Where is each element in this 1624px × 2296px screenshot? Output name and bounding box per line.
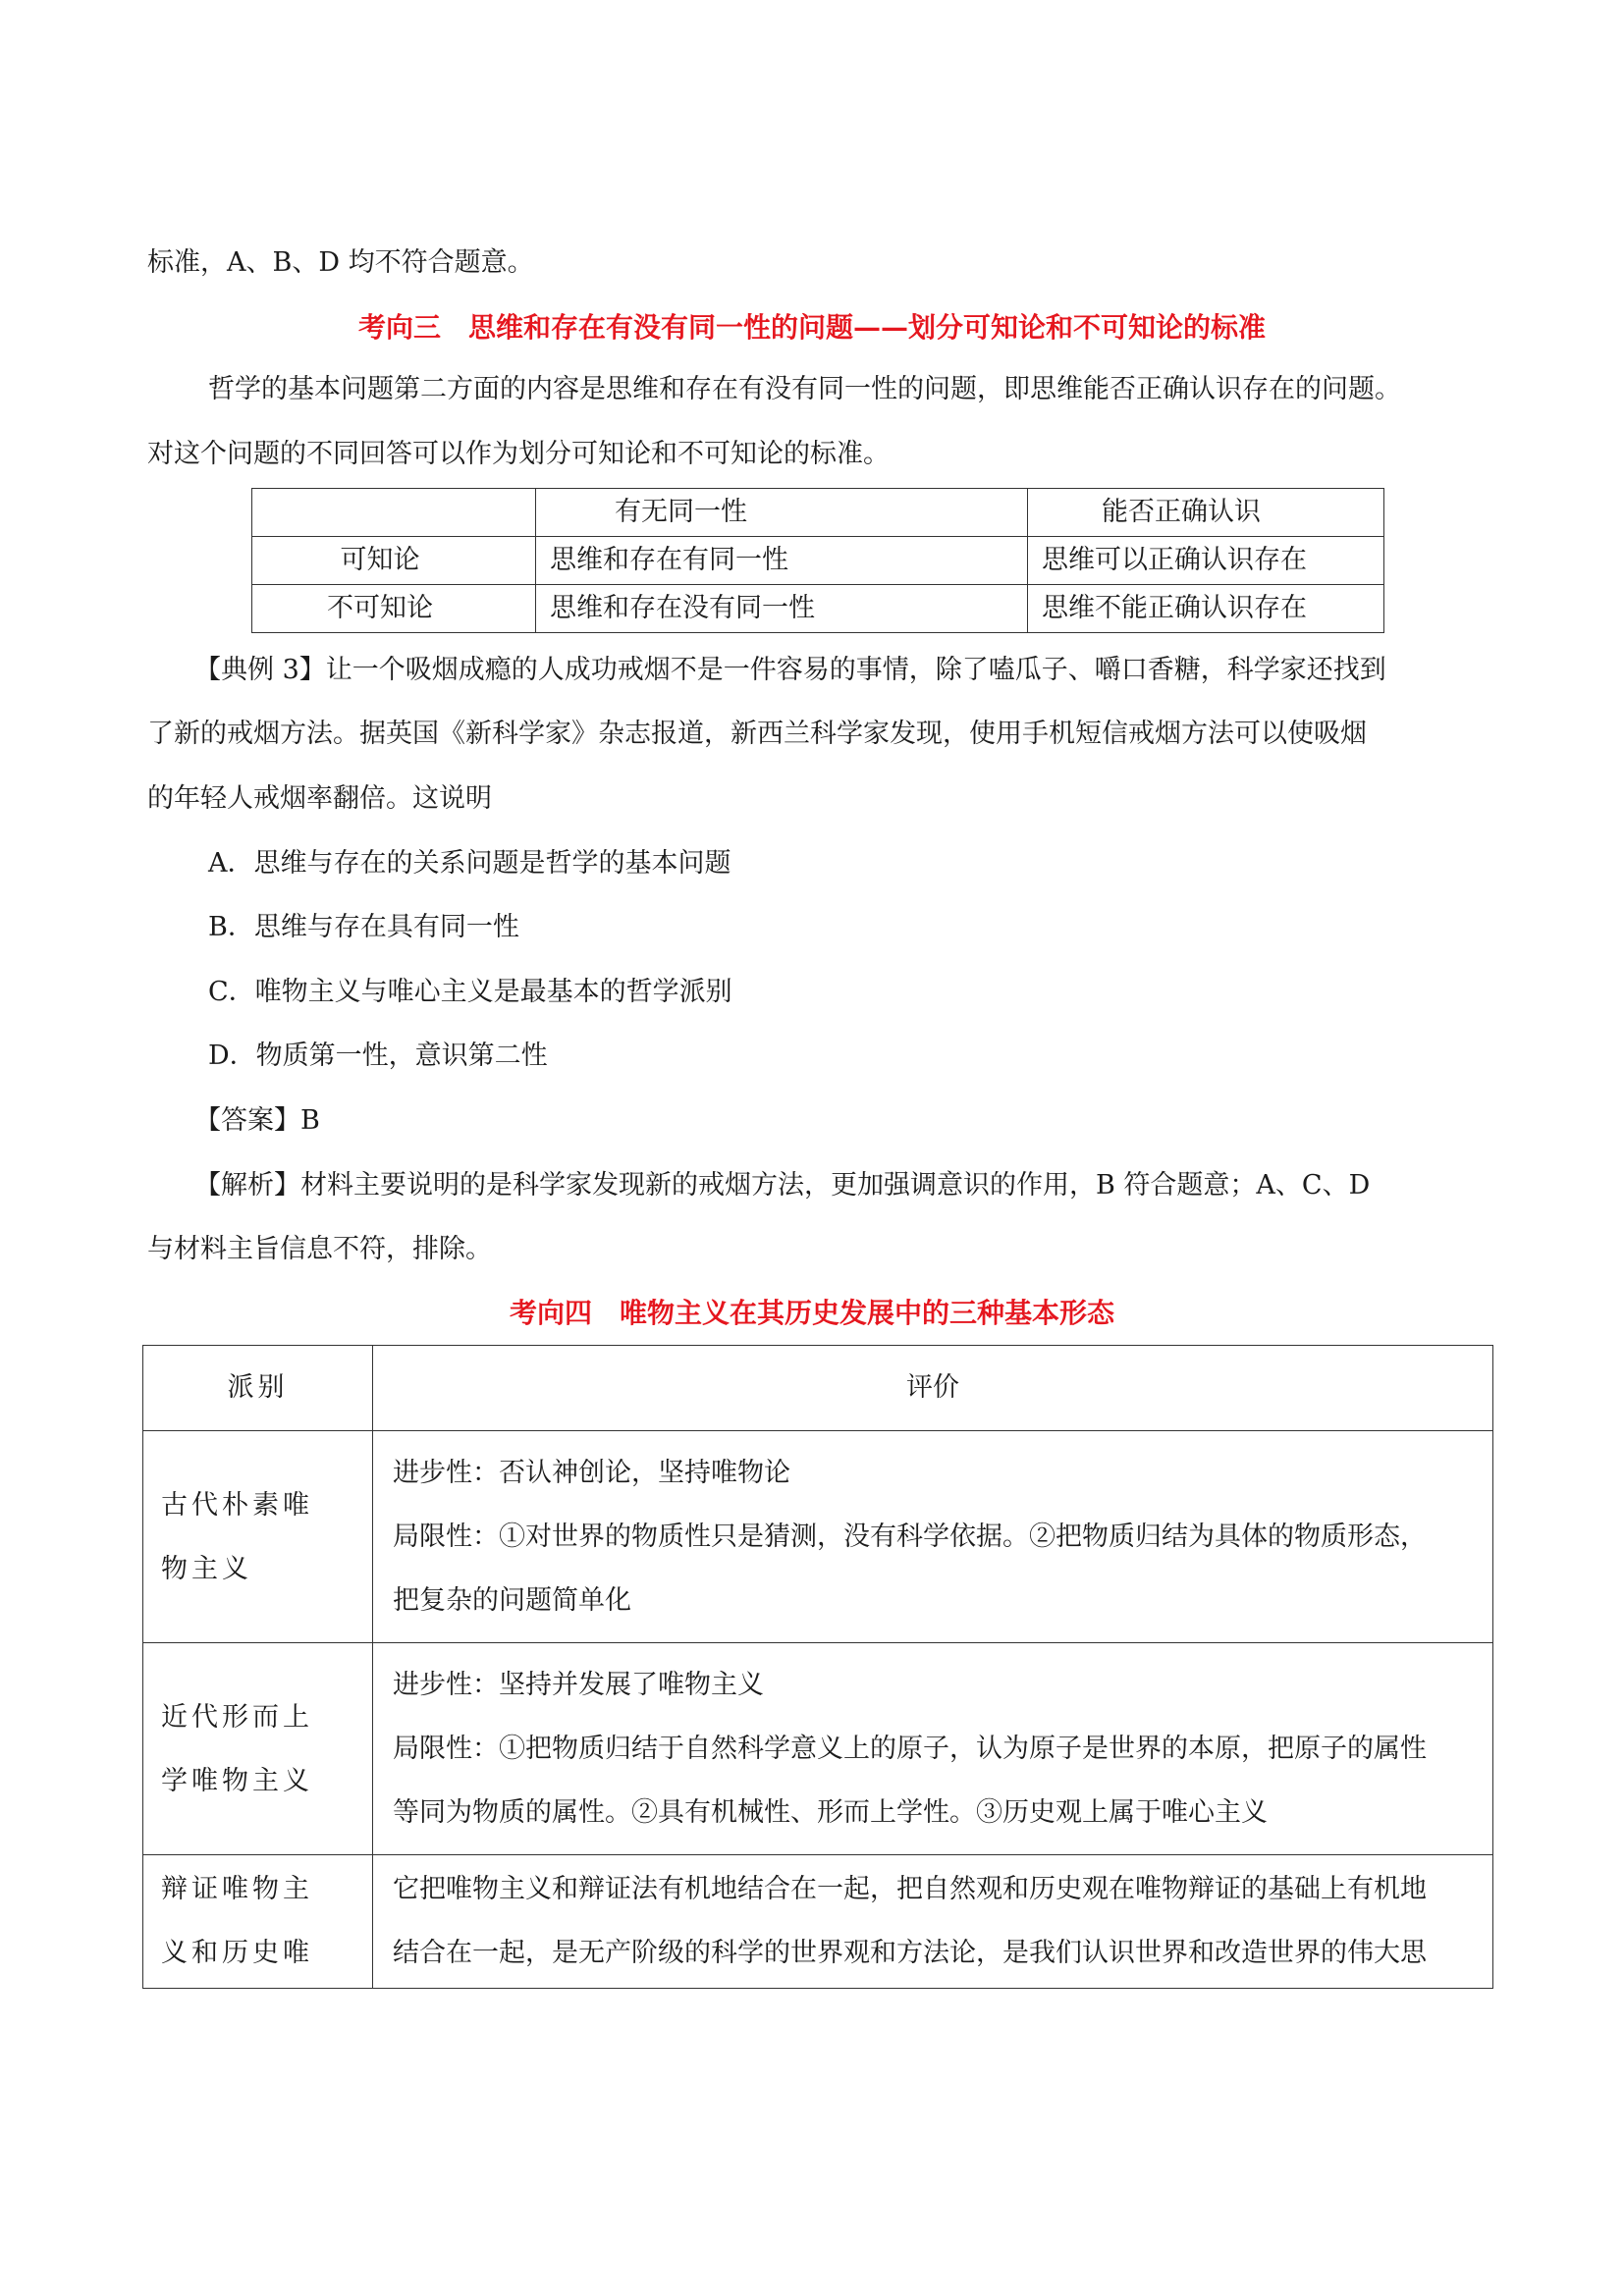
table-header-cell: 派别: [143, 1346, 373, 1431]
table-row: [252, 537, 1384, 585]
example3-line3: 的年轻人戒烟率翻倍。这说明: [147, 783, 492, 814]
school-name-cell: [143, 1643, 373, 1855]
analysis-line1: 【解析】材料主要说明的是科学家发现新的戒烟方法，更加强调意识的作用，B 符合题意；A、C、D: [194, 1170, 1371, 1201]
section4-heading: 考向四 唯物主义在其历史发展中的三种基本形态: [509, 1297, 1114, 1329]
school-name-cell: [143, 1855, 373, 1989]
school-name-line: 物主义: [161, 1553, 252, 1584]
table-row: [143, 1855, 1493, 1989]
table-cell: 不可知论: [252, 585, 536, 633]
evaluation-line: 等同为物质的属性。②具有机械性、形而上学性。③历史观上属于唯心主义: [393, 1797, 1268, 1828]
table-cell: 思维和存在有同一性: [536, 537, 1028, 585]
evaluation-line: 局限性：①对世界的物质性只是猜测，没有科学依据。②把物质归结为具体的物质形态，: [393, 1522, 1427, 1552]
section3-paragraph-line1: 哲学的基本问题第二方面的内容是思维和存在有没有同一性的问题，即思维能否正确认识存在的问题。: [208, 374, 1401, 404]
table-header-cell: 有无同一性: [536, 489, 1028, 537]
table-header-cell: 能否正确认识: [1028, 489, 1384, 537]
school-name-line: 近代形而上: [161, 1701, 313, 1733]
evaluation-line: 进步性：坚持并发展了唯物主义: [393, 1670, 764, 1700]
table-row: [143, 1643, 1493, 1855]
comparison-table: [251, 488, 1384, 633]
section3-paragraph-line2: 对这个问题的不同回答可以作为划分可知论和不可知论的标准。: [147, 439, 890, 469]
school-name-line: 学唯物主义: [161, 1765, 313, 1796]
evaluation-line: 结合在一起，是无产阶级的科学的世界观和方法论，是我们认识世界和改造世界的伟大思: [393, 1938, 1427, 1968]
table-row: [252, 585, 1384, 633]
table-cell: 思维可以正确认识存在: [1028, 537, 1384, 585]
table-cell: 思维不能正确认识存在: [1028, 585, 1384, 633]
intro-line: 标准，A、B、D 均不符合题意。: [147, 247, 534, 278]
evaluation-cell: [373, 1431, 1493, 1643]
table-row: [143, 1431, 1493, 1643]
evaluation-line: 它把唯物主义和辩证法有机地结合在一起，把自然观和历史观在唯物辩证的基础上有机地: [393, 1874, 1427, 1904]
table-header-cell: 评价: [373, 1346, 1493, 1431]
school-name-cell: [143, 1431, 373, 1643]
answer-line: 【答案】B: [194, 1105, 320, 1136]
table-header-row: [143, 1346, 1493, 1431]
option-a: A．思维与存在的关系问题是哲学的基本问题: [208, 848, 731, 879]
option-d: D．物质第一性，意识第二性: [208, 1041, 548, 1071]
materialism-forms-table: [142, 1345, 1493, 1989]
table-cell: 思维和存在没有同一性: [536, 585, 1028, 633]
evaluation-line: 局限性：①把物质归结于自然科学意义上的原子，认为原子是世界的本原，把原子的属性: [393, 1734, 1427, 1764]
school-name-line: 古代朴素唯: [161, 1489, 313, 1521]
example3-line2: 了新的戒烟方法。据英国《新科学家》杂志报道，新西兰科学家发现，使用手机短信戒烟方法可以使吸烟: [147, 719, 1367, 749]
evaluation-cell: [373, 1855, 1493, 1989]
evaluation-line: 进步性：否认神创论，坚持唯物论: [393, 1458, 790, 1488]
evaluation-cell: [373, 1643, 1493, 1855]
section3-heading: 考向三 思维和存在有没有同一性的问题——划分可知论和不可知论的标准: [357, 311, 1266, 344]
table-header-row: [252, 489, 1384, 537]
table-header-cell: [252, 489, 536, 537]
table-cell: 可知论: [252, 537, 536, 585]
option-c: C．唯物主义与唯心主义是最基本的哲学派别: [208, 977, 732, 1007]
option-b: B．思维与存在具有同一性: [208, 912, 519, 942]
school-name-line: 辩证唯物主: [161, 1874, 313, 1904]
analysis-line2: 与材料主旨信息不符，排除。: [147, 1234, 492, 1264]
example3-line1: 【典例 3】让一个吸烟成瘾的人成功戒烟不是一件容易的事情，除了嗑瓜子、嚼口香糖，科学家还找到: [194, 655, 1386, 685]
school-name-line: 义和历史唯: [161, 1938, 313, 1968]
evaluation-line: 把复杂的问题简单化: [393, 1585, 631, 1616]
